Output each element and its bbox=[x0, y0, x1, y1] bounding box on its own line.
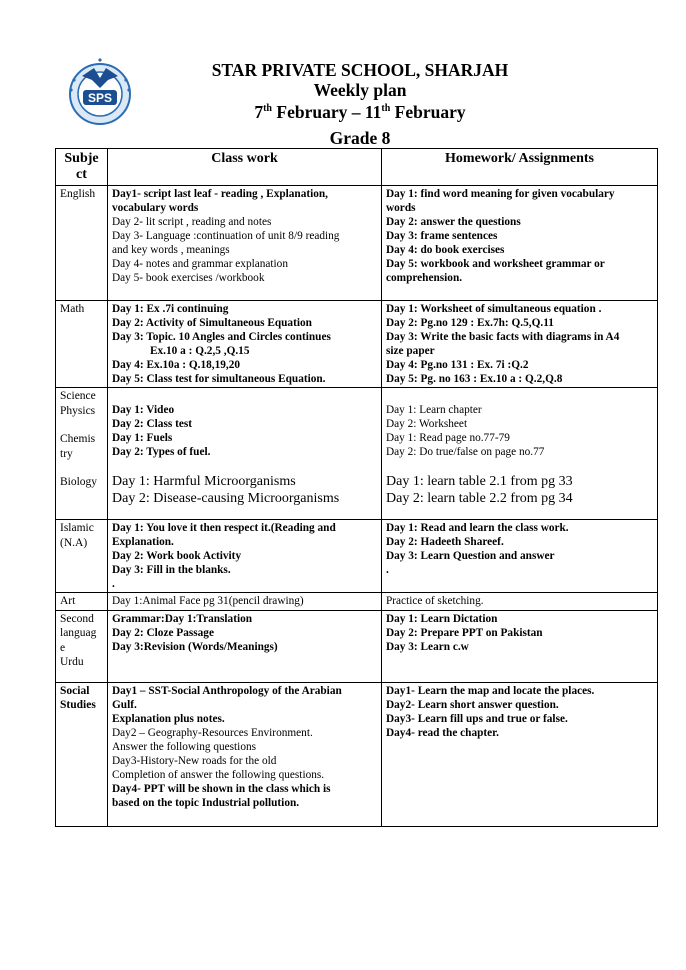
cw-line: Explanation plus notes. bbox=[112, 712, 225, 725]
islamic-homework bbox=[382, 520, 658, 593]
hw-line: Day 1: Learn Dictation bbox=[386, 612, 498, 625]
subject-math: Math bbox=[56, 301, 108, 388]
row-art bbox=[56, 593, 658, 611]
hw-line: Day 2: Hadeeth Shareef. bbox=[386, 536, 504, 548]
cw-line: Day1- script last leaf - reading , Explanation, bbox=[112, 188, 329, 200]
science-classwork bbox=[108, 388, 382, 520]
row-second-language bbox=[56, 610, 658, 682]
hw-line: comprehension. bbox=[386, 272, 463, 284]
hw-line: Day 1: find word meaning for given vocabulary bbox=[386, 188, 615, 200]
hw-line: Day 4: Pg.no 131 : Ex. 7i :Q.2 bbox=[386, 359, 529, 371]
subject-english: English bbox=[56, 186, 108, 301]
hw-line: Day 1: learn table 2.1 from pg 33 bbox=[386, 474, 573, 489]
hw-line: . bbox=[386, 564, 389, 576]
cw-line: Day 1: Ex .7i continuing bbox=[112, 303, 229, 315]
cw-line: Ex.10 a : Q.2,5 ,Q.15 bbox=[150, 345, 250, 357]
cw-line: Day 1: Harmful Microorganisms bbox=[112, 474, 296, 489]
cw-line: Day 3: Fill in the blanks. bbox=[112, 564, 231, 576]
english-classwork bbox=[108, 186, 382, 301]
cw-line: Day 3: Topic. 10 Angles and Circles continues bbox=[112, 331, 331, 343]
hw-line: words bbox=[386, 202, 416, 214]
hw-line: Day 3: frame sentences bbox=[386, 230, 498, 242]
subject-second-language bbox=[56, 610, 108, 682]
art-homework bbox=[382, 593, 658, 611]
school-logo bbox=[60, 54, 140, 126]
cw-line: vocabulary words bbox=[112, 202, 199, 214]
subject-art: Art bbox=[56, 593, 108, 611]
cw-line: Grammar:Day 1:Translation bbox=[112, 612, 253, 625]
date-from-suffix: th bbox=[263, 103, 272, 115]
plan-title: Weekly plan bbox=[313, 80, 407, 100]
hw-line: Practice of sketching. bbox=[386, 595, 484, 607]
hw-line: Day 2: Worksheet bbox=[386, 418, 468, 430]
logo-text: SPS bbox=[87, 91, 113, 105]
hw-line: Day 1: Learn chapter bbox=[386, 404, 482, 416]
row-math bbox=[56, 301, 658, 388]
hw-line: Day 2: answer the questions bbox=[386, 216, 521, 228]
row-social-studies bbox=[56, 682, 658, 826]
hw-line: Day1- Learn the map and locate the places. bbox=[386, 684, 595, 697]
date-to-suffix: th bbox=[381, 103, 391, 115]
hw-line: Day 3: Write the basic facts with diagrams in A4 bbox=[386, 331, 620, 343]
cw-line: Day 1: Fuels bbox=[112, 432, 173, 444]
cw-line: Day 5- book exercises /workbook bbox=[112, 272, 265, 284]
subject-social-studies bbox=[56, 682, 108, 826]
subject-line: Urdu bbox=[60, 656, 84, 668]
hw-line: Day 5: Pg. no 163 : Ex.10 a : Q.2,Q.8 bbox=[386, 373, 563, 385]
cw-line: Day 2: Class test bbox=[112, 418, 193, 430]
cw-line: Day 4: Ex.10a : Q.18,19,20 bbox=[112, 359, 241, 371]
subject-header-line: ct bbox=[76, 167, 87, 182]
school-name: STAR PRIVATE SCHOOL, SHARJAH bbox=[211, 60, 509, 80]
header-row bbox=[56, 149, 658, 186]
weekly-plan-table bbox=[55, 148, 658, 827]
cw-line: Day2 – Geography-Resources Environment. bbox=[112, 726, 313, 739]
art-classwork bbox=[108, 593, 382, 611]
math-classwork bbox=[108, 301, 382, 388]
cw-line: Day 3- Language :continuation of unit 8/9 reading bbox=[112, 230, 340, 242]
homework-header: Homework/ Assignments bbox=[382, 149, 658, 186]
cw-line: Day 1: You love it then respect it.(Reading and bbox=[112, 522, 336, 534]
cw-line: Day 2: Activity of Simultaneous Equation bbox=[112, 317, 312, 329]
subject-islamic bbox=[56, 520, 108, 593]
hw-line: Day 4: do book exercises bbox=[386, 244, 505, 256]
hw-line: Day3- Learn fill ups and true or false. bbox=[386, 712, 568, 725]
hw-line: Day 1: Worksheet of simultaneous equation . bbox=[386, 303, 602, 315]
cw-line: Day 2: Cloze Passage bbox=[112, 626, 214, 639]
hw-line: Day 2: Prepare PPT on Pakistan bbox=[386, 626, 543, 639]
cw-line: Day 5: Class test for simultaneous Equation. bbox=[112, 373, 326, 385]
science-homework bbox=[382, 388, 658, 520]
grade: Grade 8 bbox=[329, 128, 391, 148]
subject-line: languag bbox=[60, 627, 97, 639]
cw-line: Explanation. bbox=[112, 536, 174, 548]
hw-line: Day4- read the chapter. bbox=[386, 726, 499, 739]
hw-line: Day 3: Learn Question and answer bbox=[386, 550, 555, 562]
hw-line: Day 5: workbook and worksheet grammar or bbox=[386, 258, 605, 270]
social-homework bbox=[382, 682, 658, 826]
second-language-classwork bbox=[108, 610, 382, 682]
subject-line: Studies bbox=[60, 699, 96, 711]
islamic-classwork bbox=[108, 520, 382, 593]
cw-line: and key words , meanings bbox=[112, 244, 230, 256]
english-homework bbox=[382, 186, 658, 301]
cw-line: Day 2: Disease-causing Microorganisms bbox=[112, 491, 340, 506]
subject-line: e bbox=[60, 641, 66, 654]
subject-line: Second bbox=[60, 612, 94, 625]
date-range bbox=[150, 102, 570, 123]
row-science bbox=[56, 388, 658, 520]
subject-line: Social bbox=[60, 684, 90, 697]
cw-line: based on the topic Industrial pollution. bbox=[112, 796, 300, 809]
subject-line: Science bbox=[60, 390, 96, 402]
hw-line: Day 2: learn table 2.2 from pg 34 bbox=[386, 491, 573, 506]
cw-line: Day 2: Types of fuel. bbox=[112, 446, 211, 458]
subject-chemistry: try bbox=[60, 447, 73, 460]
cw-line: Day 2: Work book Activity bbox=[112, 550, 242, 562]
hw-line: Day 2: Do true/false on page no.77 bbox=[386, 446, 545, 458]
date-from-month: February – bbox=[272, 102, 365, 122]
second-language-homework bbox=[382, 610, 658, 682]
cw-line: Day 1: Video bbox=[112, 404, 175, 416]
subject-header bbox=[56, 149, 108, 186]
cw-line: Day1 – SST-Social Anthropology of the Arabian bbox=[112, 684, 342, 697]
hw-line: Day 1: Read and learn the class work. bbox=[386, 522, 569, 534]
hw-line: Day 1: Read page no.77-79 bbox=[386, 432, 510, 444]
subject-line: (N.A) bbox=[60, 536, 88, 549]
date-from-day: 7 bbox=[254, 102, 264, 122]
hw-line: size paper bbox=[386, 345, 435, 357]
date-to-month: February bbox=[390, 102, 466, 122]
cw-line: Day4- PPT will be shown in the class which is bbox=[112, 782, 331, 795]
subject-chemistry: Chemis bbox=[60, 433, 96, 445]
cw-line: Day 4- notes and grammar explanation bbox=[112, 258, 288, 270]
social-classwork bbox=[108, 682, 382, 826]
subject-line: Islamic bbox=[60, 522, 94, 534]
cw-line: . bbox=[112, 578, 115, 590]
cw-line: Day 2- lit script , reading and notes bbox=[112, 216, 272, 228]
hw-line: Day2- Learn short answer question. bbox=[386, 698, 559, 711]
row-islamic bbox=[56, 520, 658, 593]
classwork-header: Class work bbox=[108, 149, 382, 186]
cw-line: Completion of answer the following questions. bbox=[112, 768, 325, 781]
cw-line: Day 3:Revision (Words/Meanings) bbox=[112, 640, 278, 653]
row-english bbox=[56, 186, 658, 301]
cw-line: Answer the following questions bbox=[112, 740, 257, 753]
cw-line: Gulf. bbox=[112, 698, 137, 711]
subject-header-line: Subje bbox=[64, 151, 99, 166]
subject-science bbox=[56, 388, 108, 520]
date-to-day: 11 bbox=[364, 102, 382, 122]
cw-line: Day3-History-New roads for the old bbox=[112, 754, 277, 767]
math-homework bbox=[382, 301, 658, 388]
subject-physics: Physics bbox=[60, 404, 96, 417]
subject-biology: Biology bbox=[60, 476, 98, 488]
cw-line: Day 1:Animal Face pg 31(pencil drawing) bbox=[112, 595, 304, 607]
hw-line: Day 3: Learn c.w bbox=[386, 640, 469, 653]
hw-line: Day 2: Pg.no 129 : Ex.7h: Q.5,Q.11 bbox=[386, 317, 554, 329]
